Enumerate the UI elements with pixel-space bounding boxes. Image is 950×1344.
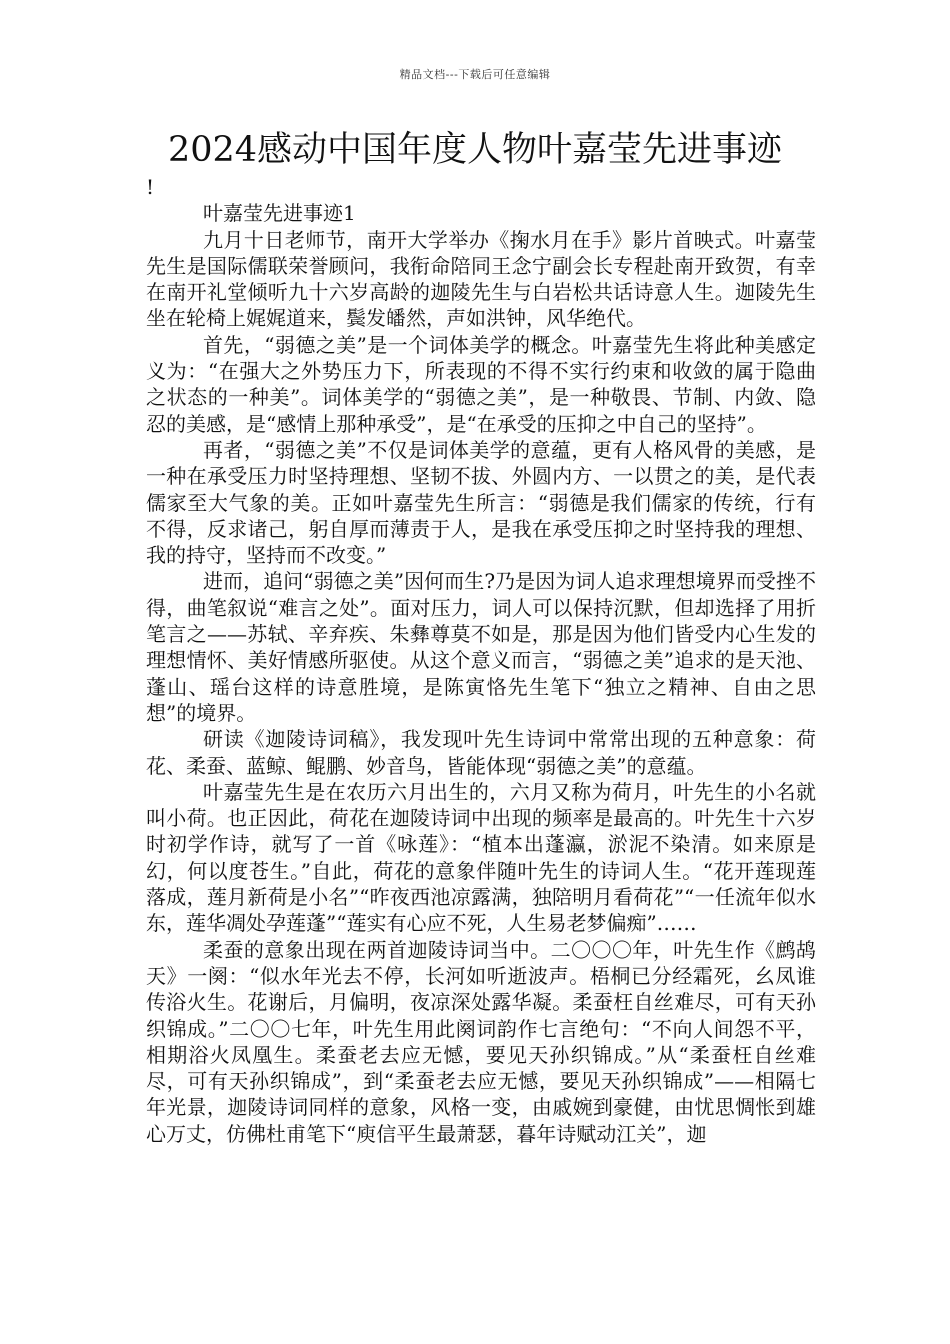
paragraph-7: 柔蚕的意象出现在两首迦陵诗词当中。二〇〇〇年，叶先生作《鹧鸪天》一阕：“似水年光去不停，长河如听逝波声。梧桐已分经霜死，幺凤谁传浴火生。花谢后，月偏明，夜凉深处露华凝。柔蚕枉自丝难尽，可有天孙织锦成。”二〇〇七年，叶先生用此阕词韵作七言绝句：“不向人间怨不平，相期浴火凤凰生。柔蚕老去应无憾，要见天孙织锦成。”从“柔蚕枉自丝难尽，可有天孙织锦成”，到“柔蚕老去应无憾，要见天孙织锦成”——相隔七年光景，迦陵诗词同样的意象，风格一变，由戚婉到豪健，由忧思惆怅到雄心万丈，仿佛杜甫笔下“庾信平生最萧瑟，暮年诗赋动江关”，迦: [146, 937, 816, 1146]
paragraph-6: 叶嘉莹先生是在农历六月出生的，六月又称为荷月，叶先生的小名就叫小荷。也正因此，荷花在迦陵诗词中出现的频率是最高的。叶先生十六岁时初学作诗，就写了一首《咏莲》：“植本出蓬瀛，淤泥不染清。如来原是幻，何以度苍生。”自此，荷花的意象伴随叶先生的诗词人生。“花开莲现莲落成，莲月新荷是小名”“昨夜西池凉露满，独陪明月看荷花”“一任流年似水东，莲华凋处孕莲蓬”“莲实有心应不死，人生易老梦偏痴”……: [146, 779, 816, 936]
header-note: 精品文档---下载后可任意编辑: [399, 68, 551, 81]
document-title: 2024感动中国年度人物叶嘉莹先进事迹: [167, 130, 783, 170]
paragraph-4: 进而，追问“弱德之美”因何而生?乃是因为词人追求理想境界而受挫不得，曲笔叙说“难言之处”。面对压力，词人可以保持沉默，但却选择了用折笔言之——苏轼、辛弃疾、朱彝尊莫不如是，那是因为他们皆受内心生发的理想情怀、美好情感所驱使。从这个意义而言，“弱德之美”追求的是天池、蓬山、瑶台这样的诗意胜境，是陈寅恪先生笔下“独立之精神、自由之思想”的境界。: [146, 569, 816, 725]
section-heading: 叶嘉莹先进事迹1: [203, 201, 356, 226]
paragraph-2: 首先，“弱德之美”是一个词体美学的概念。叶嘉莹先生将此种美感定义为：“在强大之外势压力下，所表现的不得不实行约束和收敛的属于隐曲之状态的一种美”。词体美学的“弱德之美”，是一种敬畏、节制、内敛、隐忍的美感，是“感情上那种承受”，是“在承受的压抑之中自己的坚持”。: [146, 332, 816, 436]
paragraph-5: 研读《迦陵诗词稿》，我发现叶先生诗词中常常出现的五种意象：荷花、柔蚕、蓝鲸、鲲鹏、妙音鸟，皆能体现“弱德之美”的意蕴。: [146, 727, 816, 778]
document-body: [146, 174, 816, 1147]
paragraph-3: 再者，“弱德之美”不仅是词体美学的意蕴，更有人格风骨的美感，是一种在承受压力时坚持理想、坚韧不拔、外圆内方、一以贯之的美，是代表儒家至大气象的美。正如叶嘉莹先生所言：“弱德是我们儒家的传统，行有不得，反求诸己，躬自厚而薄责于人，是我在承受压抑之时坚持我的理想、我的持守，坚持而不改变。”: [146, 437, 816, 568]
paragraph-1: 九月十日老师节，南开大学举办《掬水月在手》影片首映式。叶嘉莹先生是国际儒联荣誉顾问，我衔命陪同王念宁副会长专程赴南开致贺，有幸在南开礼堂倾听九十六岁高龄的迦陵先生与白岩松共话诗意人生。迦陵先生坐在轮椅上娓娓道来，鬓发皤然，声如洪钟，风华绝代。: [146, 227, 816, 331]
stray-mark: !: [146, 175, 155, 199]
